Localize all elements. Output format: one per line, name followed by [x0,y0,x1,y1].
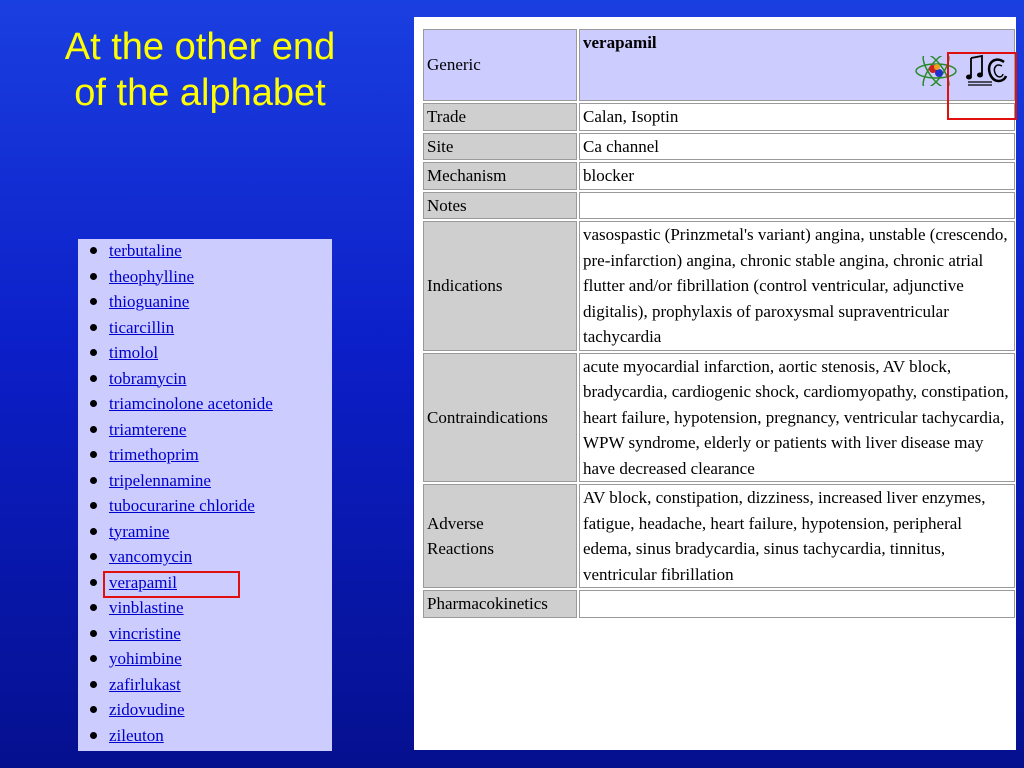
drug-link[interactable]: thioguanine [109,292,190,311]
bullet-icon [90,706,97,713]
list-item [88,521,332,547]
row-label: Indications [423,221,577,351]
drug-link[interactable]: ticarcillin [109,317,175,337]
generic-name: verapamil [583,33,657,52]
list-item [88,623,332,649]
list-item [88,393,332,419]
row-value: Ca channel [579,133,1015,161]
bullet-icon [90,477,97,484]
highlight-box [103,571,240,598]
list-item [88,240,332,266]
bullet-icon [90,247,97,254]
bullet-icon [90,349,97,356]
drug-detail-panel [414,17,1016,750]
bullet-icon [90,579,97,586]
highlight-box [947,52,1017,120]
drug-link[interactable]: vancomycin [109,547,193,566]
drug-link[interactable]: vincristine [109,623,181,643]
drug-link[interactable]: zidovudine [109,700,185,719]
table-row-generic [423,29,1015,101]
drug-link[interactable]: timolol [109,343,159,362]
drug-link[interactable]: tobramycin [109,368,187,388]
drug-link[interactable]: triamcinolone acetonide [109,394,273,413]
drug-link[interactable]: tyramine [109,521,170,541]
list-item [88,674,332,700]
row-label: Mechanism [423,162,577,190]
bullet-icon [90,375,97,382]
list-item [88,419,332,445]
drug-link[interactable]: tubocurarine chloride [109,496,255,515]
drug-link[interactable]: tripelennamine [109,470,211,490]
drug-link[interactable]: zafirlukast [109,674,181,694]
list-item [88,546,332,572]
slide-title: At the other end of the alphabet [64,26,336,114]
list-item [88,317,332,343]
list-item [88,444,332,470]
list-item [88,725,332,751]
table-row [423,103,1015,131]
drug-link[interactable]: zileuton [109,725,164,745]
row-label: Generic [423,29,577,101]
bullet-icon [90,502,97,509]
bullet-icon [90,273,97,280]
drug-detail-table [421,27,1017,620]
drug-link[interactable]: trimethoprim [109,445,199,464]
drug-list [88,240,332,750]
row-value [579,192,1015,220]
bullet-icon [90,732,97,739]
bullet-icon [90,604,97,611]
table-row [423,162,1015,190]
table-row [423,590,1015,618]
list-item [88,342,332,368]
bullet-icon [90,451,97,458]
row-label [423,484,577,588]
row-value [579,590,1015,618]
list-item [88,648,332,674]
table-row [423,484,1015,588]
bullet-icon [90,681,97,688]
table-row [423,133,1015,161]
row-label: Contraindications [423,353,577,483]
row-value: Calan, Isoptin [579,103,1015,131]
bullet-icon [90,655,97,662]
table-row [423,192,1015,220]
row-label: Notes [423,192,577,220]
row-value: AV block, constipation, dizziness, increased liver enzymes, fatigue, headache, heart failure, hypotension, peripheral edema, sinus bradycardia, sinus tachycardia, tinnitus, ventricular fibrillation [579,484,1015,588]
list-item [88,699,332,725]
drug-list-panel [78,239,332,751]
row-label: Trade [423,103,577,131]
drug-link[interactable]: terbutaline [109,241,182,260]
list-item [88,470,332,496]
drug-link[interactable]: triamterene [109,419,187,439]
list-item [88,266,332,292]
list-item [88,495,332,521]
bullet-icon [90,298,97,305]
bullet-icon [90,400,97,407]
table-row [423,221,1015,351]
list-item [88,291,332,317]
list-item [88,597,332,623]
list-item [88,368,332,394]
row-value: acute myocardial infarction, aortic stenosis, AV block, bradycardia, cardiogenic shock, cardiomyopathy, constipation, heart failure, hypotension, pregnancy, ventricular tachycardia, WPW syndrome, elderly or patients with liver disease may have decreased clearance [579,353,1015,483]
row-value: blocker [579,162,1015,190]
drug-link-selected[interactable]: verapamil [109,572,177,592]
bullet-icon [90,426,97,433]
bullet-icon [90,553,97,560]
bullet-icon [90,528,97,535]
drug-link[interactable]: vinblastine [109,598,184,617]
row-label: Site [423,133,577,161]
row-label: Pharmacokinetics [423,590,577,618]
bullet-icon [90,324,97,331]
row-label-text: Adverse Reactions [427,513,495,558]
drug-link[interactable]: theophylline [109,266,194,286]
bullet-icon [90,630,97,637]
drug-link[interactable]: yohimbine [109,649,182,668]
row-value: vasospastic (Prinzmetal's variant) angina, unstable (crescendo, pre-infarction) angina, chronic stable angina, chronic atrial flutter and/or fibrillation (control ventricular, adjunctive digitalis), prophylaxis of paroxysmal supraventricular tachycardia [579,221,1015,351]
table-row [423,353,1015,483]
